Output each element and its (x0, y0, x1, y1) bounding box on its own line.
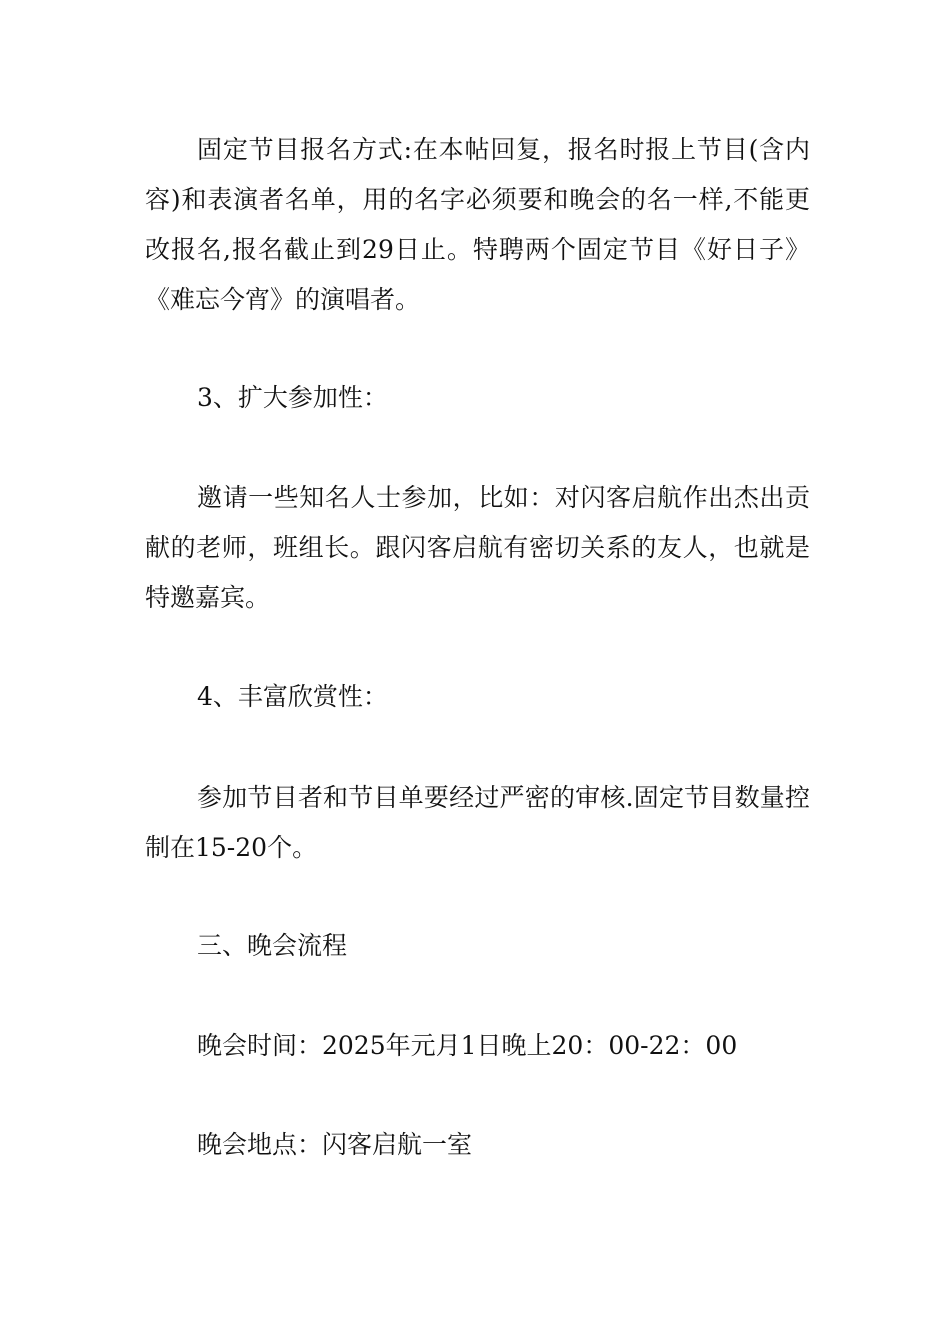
heading-gala-process: 三、晚会流程 (197, 931, 348, 960)
heading-enrich-appreciation: 4、丰富欣赏性： (197, 682, 388, 711)
paragraph-gala-time: 晚会时间：2025年元月1日晚上20：00-22：00 (197, 1031, 738, 1060)
paragraph-gala-location: 晚会地点：闪客启航一室 (197, 1130, 473, 1159)
heading-expand-participation: 3、扩大参加性： (197, 383, 388, 412)
paragraph-invite-guests: 邀请一些知名人士参加，比如：对闪客启航作出杰出贡献的老师，班组长。跟闪客启航有密切关系的友人，也就是特邀嘉宾。 (145, 483, 810, 612)
paragraph-registration-method: 固定节目报名方式:在本帖回复，报名时报上节目(含内容)和表演者名单，用的名字必须要和晚会的名一样,不能更改报名,报名截止到29日止。特聘两个固定节目《好日子》《难忘今宵》的演唱者。 (145, 135, 810, 314)
paragraph-program-review: 参加节目者和节目单要经过严密的审核.固定节目数量控制在15-20个。 (145, 783, 810, 862)
